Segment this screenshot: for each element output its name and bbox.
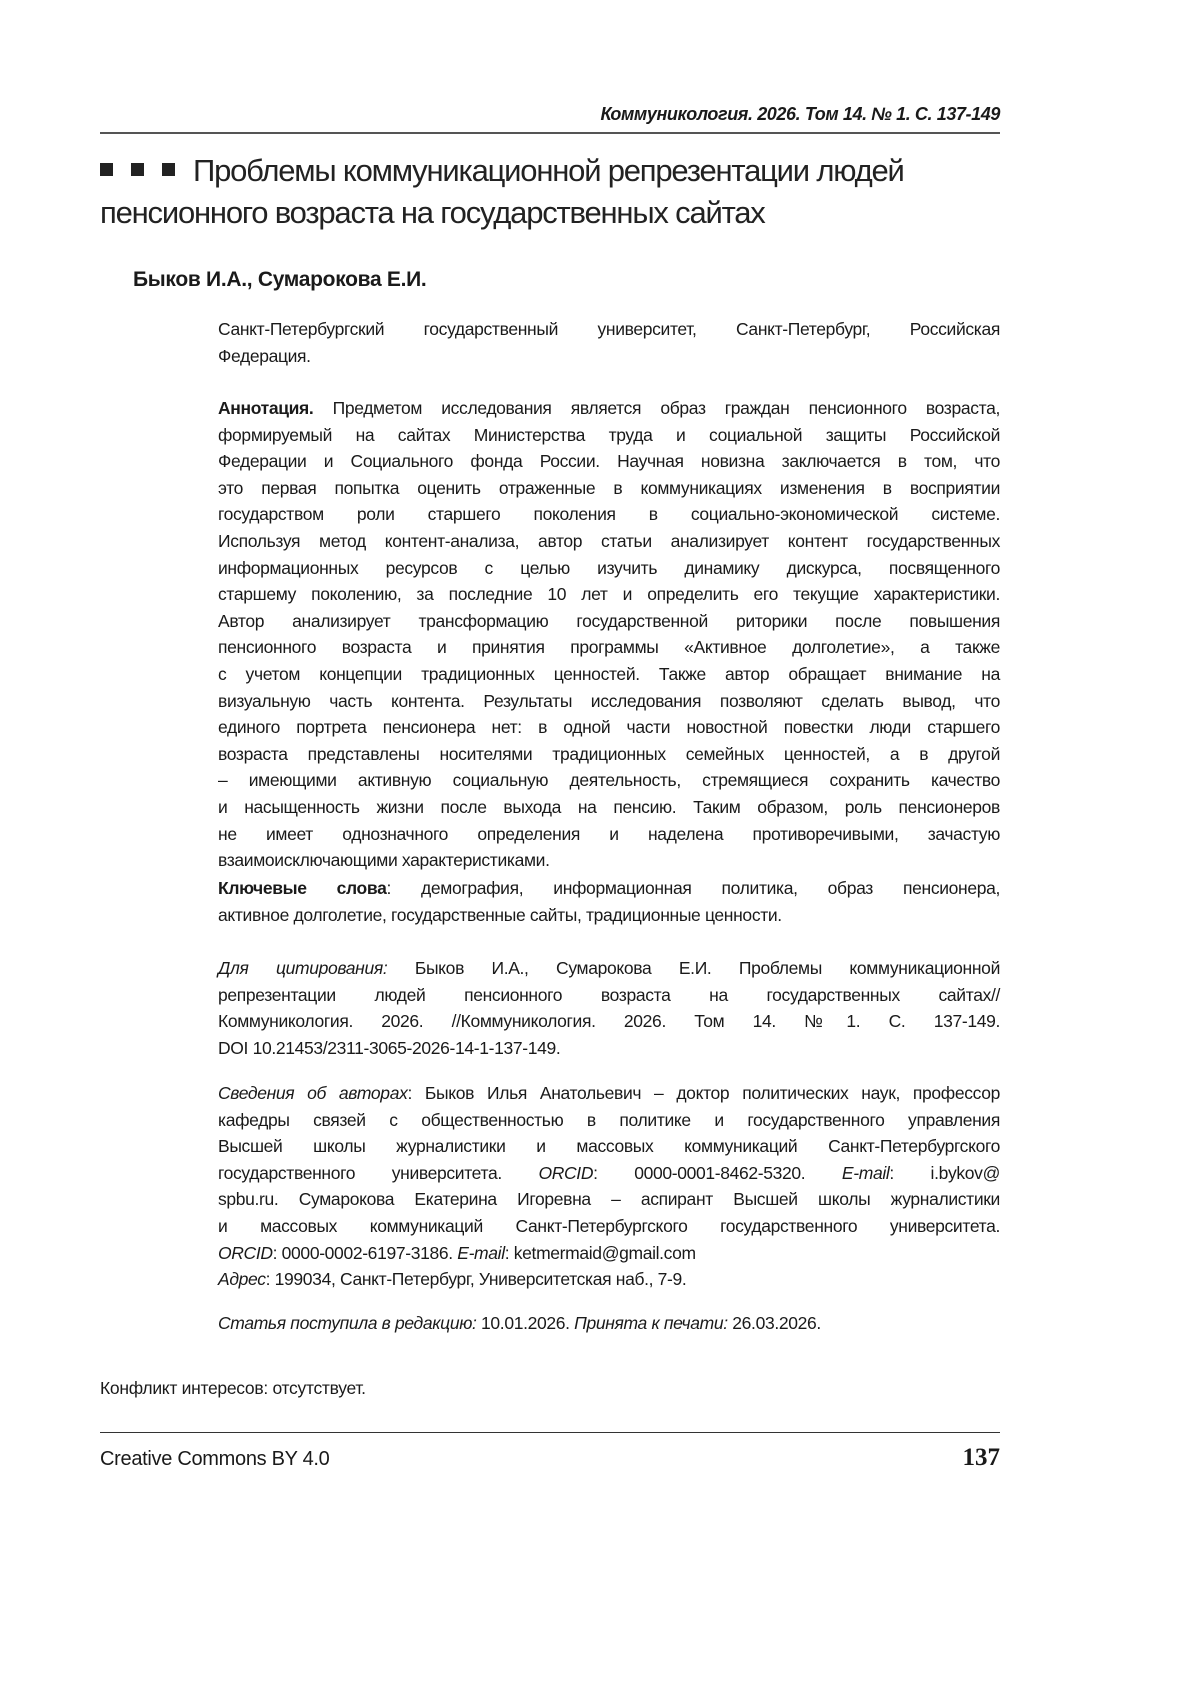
affiliation [218, 316, 1000, 369]
text-line: взаимоисключающими характеристиками. [218, 850, 550, 871]
text-line: формируемый на сайтах Министерства труда и социальной защиты Российской [218, 424, 1000, 445]
citation-label: Для цитирования: [218, 958, 388, 978]
square-bullet-icon [100, 163, 113, 176]
email: : ketmermaid@gmail.com [504, 1242, 696, 1263]
text-line: и насыщенность жизни после выхода на пенсию. Таким образом, роль пенсионеров [218, 796, 1000, 817]
text-line: – имеющими активную социальную деятельность, стремящиеся сохранить качество [218, 770, 1000, 791]
text-line: spbu.ru. Сумарокова Екатерина Игоревна – аспирант Высшей школы журналистики [218, 1189, 1000, 1210]
received-date: 10.01.2026. [476, 1313, 575, 1333]
running-head: Коммуникология. 2026. Том 14. № 1. С. 137-149 [600, 104, 1000, 124]
citation [218, 955, 1000, 1061]
email-label: E-mail [457, 1242, 505, 1263]
text-line: активное долголетие, государственные сайты, традиционные ценности. [218, 904, 782, 925]
text-line: информационных ресурсов с целью изучить динамику дискурса, посвященного [218, 557, 1000, 578]
text-line: визуальную часть контента. Результаты исследования позволяют сделать вывод, что [218, 690, 1000, 711]
text: Быков И.А., Сумарокова Е.И. Проблемы коммуникационной [387, 958, 1000, 978]
text-line: государством роли старшего поколения в социально-экономической системе. [218, 504, 1000, 525]
footer-rule [100, 1432, 1000, 1433]
received-label: Статья поступила в редакцию: [218, 1313, 477, 1333]
text: : 0000-0002-6197-3186. [272, 1242, 458, 1263]
square-bullet-icon [162, 163, 175, 176]
header-rule [100, 132, 1000, 134]
text: Предметом исследования является образ граждан пенсионного возраста, [313, 398, 1000, 418]
keywords-label: Ключевые слова [218, 878, 387, 898]
conflict-of-interest: Конфликт интересов: отсутствует. [100, 1378, 366, 1398]
text-line: это первая попытка оценить отраженные в коммуникациях изменения в восприятии [218, 477, 1000, 498]
orcid-label: ORCID [218, 1242, 273, 1263]
text-line [218, 395, 1000, 422]
text-line: не имеет однозначного определения и наделена противоречивыми, зачастую [218, 823, 1000, 844]
text-line: возраста представлены носителями традиционных семейных ценностей, а в другой [218, 743, 1000, 764]
page-number: 137 [962, 1444, 1000, 1471]
abstract-label: Аннотация. [218, 398, 314, 418]
text-line: Автор анализирует трансформацию государственной риторики после повышения [218, 610, 1000, 631]
orcid-label: ORCID [538, 1162, 594, 1183]
text-line: Используя метод контент-анализа, автор статьи анализирует контент государственных [218, 530, 1000, 551]
text-line: Санкт-Петербургский государственный университет, Санкт-Петербург, Российская [218, 319, 1000, 339]
text-line: Федерация. [218, 345, 311, 366]
dates [218, 1310, 1000, 1337]
license: Creative Commons BY 4.0 [100, 1448, 330, 1470]
square-bullet-icon [131, 163, 144, 176]
about-label: Сведения об авторах [218, 1083, 408, 1103]
text-line: единого портрета пенсионера нет: в одной части новостной повестки люди старшего [218, 717, 1000, 738]
text-line: с учетом концепции традиционных ценностей. Также автор обращает внимание на [218, 663, 1000, 684]
address-label: Адрес [218, 1269, 266, 1290]
text: : Быков Илья Анатольевич – доктор политических наук, профессор [407, 1083, 1000, 1103]
email-label: E-mail [841, 1162, 890, 1183]
text: государственного университета. [218, 1162, 539, 1183]
about-authors [218, 1080, 1000, 1293]
text-line: Федерации и Социального фонда России. Научная новизна заключается в том, что [218, 451, 1000, 472]
text: : i.bykov@ [889, 1162, 1000, 1183]
keywords [218, 875, 1000, 928]
title-line: пенсионного возраста на государственных сайтах [100, 195, 765, 230]
authors: Быков И.А., Сумарокова Е.И. [133, 268, 427, 291]
accepted-date: 26.03.2026. [727, 1313, 821, 1333]
text-line: старшему поколению, за последние 10 лет и определить его текущие характеристики. [218, 584, 1000, 605]
accepted-label: Принята к печати: [574, 1313, 728, 1333]
text-line: пенсионного возраста и принятия программы «Активное долголетие», а также [218, 637, 1000, 658]
text-line: Высшей школы журналистики и массовых коммуникаций Санкт-Петербургского [218, 1136, 1000, 1157]
text-line: репрезентации людей пенсионного возраста на государственных сайтах// [218, 984, 1000, 1005]
text: : 0000-0001-8462-5320. [593, 1162, 842, 1183]
article-title [100, 150, 1000, 234]
text-line: и массовых коммуникаций Санкт-Петербургского государственного университета. [218, 1215, 1000, 1236]
title-line: Проблемы коммуникационной репрезентации людей [193, 153, 904, 188]
text-line: Коммуникология. 2026. //Коммуникология. 2026. Том 14. №1. С. 137-149. [218, 1011, 1000, 1032]
doi: DOI 10.21453/2311-3065-2026-14-1-137-149. [218, 1037, 561, 1058]
abstract [218, 395, 1000, 874]
text: : 199034, Санкт-Петербург, Университетская наб., 7-9. [265, 1269, 687, 1290]
text-line: кафедры связей с общественностью в политике и государственного управления [218, 1109, 1000, 1130]
text: : демография, информационная политика, образ пенсионера, [386, 878, 1001, 898]
